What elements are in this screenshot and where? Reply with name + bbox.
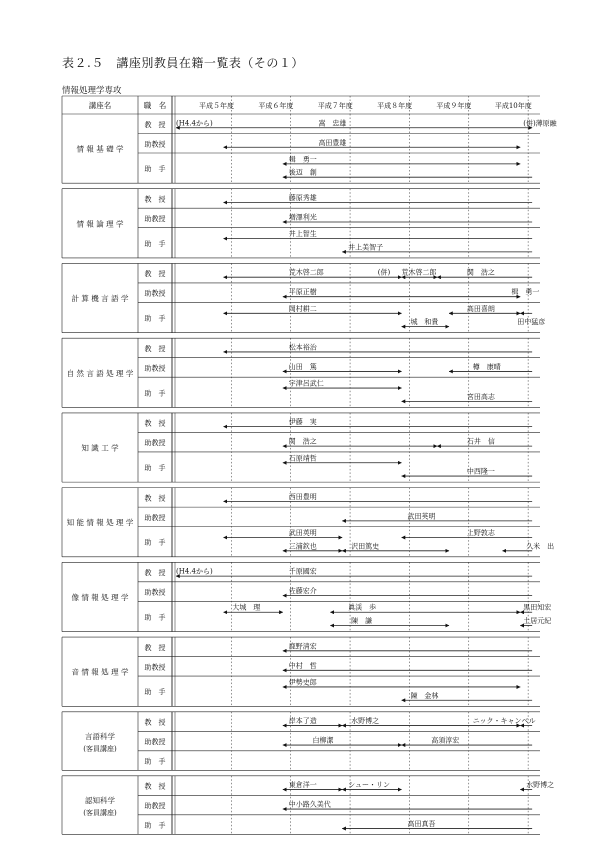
position-title: 助教授 bbox=[144, 663, 166, 672]
staff-name: 石井 信 bbox=[466, 437, 495, 446]
position-title: 教 授 bbox=[144, 782, 166, 791]
staff-name: 嵩 忠雄 bbox=[318, 119, 347, 128]
staff-name: 高田豊雄 bbox=[318, 138, 347, 147]
course-name-note: (客員講座) bbox=[83, 809, 117, 818]
staff-name: シュー・リン bbox=[348, 781, 391, 790]
header-year-label: 平成10年度 bbox=[494, 102, 532, 110]
staff-name: 久米 出 bbox=[526, 542, 555, 551]
header-year-label: 平成８年度 bbox=[377, 102, 413, 110]
staff-name: 平原正樹 bbox=[288, 288, 317, 297]
staff-name: 田中猛彦 bbox=[517, 318, 546, 327]
staff-name: 武田英明 bbox=[407, 512, 436, 521]
staff-name: 関 浩之 bbox=[288, 437, 317, 446]
staff-name: 佐藤宏介 bbox=[288, 587, 317, 596]
position-title: 助教授 bbox=[144, 364, 166, 373]
staff-name: 水野博之 bbox=[526, 781, 555, 790]
position-title: 助 手 bbox=[144, 165, 166, 174]
position-title: 助 手 bbox=[144, 464, 166, 473]
course-name: 音 情 報 処 理 学 bbox=[71, 667, 129, 677]
staff-name: 西田豊明 bbox=[288, 492, 317, 501]
staff-name: 中村 哲 bbox=[288, 661, 317, 670]
header-year-label: 平成９年度 bbox=[436, 102, 472, 110]
staff-name: (H4.4から) bbox=[176, 567, 213, 576]
position-title: 助教授 bbox=[144, 738, 166, 747]
staff-name: 山田 篤 bbox=[288, 362, 317, 371]
position-title: 教 授 bbox=[144, 643, 166, 652]
position-title: 助 手 bbox=[144, 239, 166, 248]
position-title: 教 授 bbox=[144, 344, 166, 353]
staff-name: 高須淳宏 bbox=[431, 736, 460, 745]
staff-name: 水野博之 bbox=[351, 717, 380, 726]
staff-name: 白柳潔 bbox=[312, 736, 334, 745]
staff-name: 中西隆一 bbox=[466, 467, 495, 476]
course-name-note: (客員講座) bbox=[83, 745, 117, 754]
staff-name: 岡村耕二 bbox=[288, 304, 317, 313]
staff-name: 荒木啓二郎 bbox=[401, 268, 437, 277]
staff-name: 高田真吾 bbox=[407, 820, 436, 829]
staff-name: 樽 康晴 bbox=[472, 362, 501, 371]
position-title: 助教授 bbox=[144, 802, 166, 811]
staff-name: 大城 理 bbox=[232, 603, 261, 612]
position-title: 助教授 bbox=[144, 513, 166, 522]
staff-name: 鹿野清宏 bbox=[288, 642, 317, 651]
staff-name: 伊勢史郎 bbox=[288, 678, 317, 687]
course-name: 像 情 報 処 理 学 bbox=[71, 592, 129, 602]
staff-name: 宮田高志 bbox=[466, 392, 495, 401]
position-title: 教 授 bbox=[144, 569, 166, 578]
position-title: 教 授 bbox=[144, 718, 166, 727]
header-year-label: 平成６年度 bbox=[258, 102, 294, 110]
position-title: 助 手 bbox=[144, 389, 166, 398]
position-title: 助 手 bbox=[144, 314, 166, 323]
staff-name: 伊藤 実 bbox=[288, 418, 317, 427]
position-title: 助 手 bbox=[144, 688, 166, 697]
staff-name: 千原國宏 bbox=[288, 567, 317, 576]
staff-name: 城 和貴 bbox=[410, 318, 439, 327]
course-name: 自 然 言 語 処 理 学 bbox=[66, 368, 134, 378]
staff-name: 藤原秀雄 bbox=[288, 193, 317, 202]
staff-name: 松本裕治 bbox=[288, 343, 317, 352]
header-course-label: 講座名 bbox=[88, 101, 112, 110]
position-title: 助 手 bbox=[144, 538, 166, 547]
staff-name: 土居元紀 bbox=[523, 617, 552, 626]
staff-name: 岸本了造 bbox=[288, 717, 317, 726]
course-name: 認知科学 bbox=[85, 796, 115, 806]
staff-name: 眞渓 歩 bbox=[348, 603, 377, 612]
position-title: 教 授 bbox=[144, 195, 166, 204]
staff-name: 武田英明 bbox=[288, 529, 317, 538]
position-title: 助教授 bbox=[144, 588, 166, 597]
staff-name: 陳 謙 bbox=[351, 617, 373, 626]
position-title: 教 授 bbox=[144, 494, 166, 503]
position-title: 教 授 bbox=[144, 120, 166, 129]
staff-name: 荒木啓二郎 bbox=[288, 268, 324, 277]
staff-name: 増澤利光 bbox=[288, 213, 317, 222]
position-title: 助 手 bbox=[144, 757, 166, 766]
course-name: 言語科学 bbox=[85, 732, 115, 742]
table-caption: 表２.５ 講座別教員在籍一覧表（その１） bbox=[62, 56, 304, 70]
staff-name: 三浦欽也 bbox=[288, 542, 317, 551]
staff-name: 上野敦志 bbox=[466, 529, 495, 538]
course-name: 情 報 論 理 学 bbox=[76, 219, 124, 229]
staff-name: (併) bbox=[377, 268, 391, 277]
staff-name: 中小路久美代 bbox=[288, 800, 331, 809]
staff-name: 井上智生 bbox=[288, 230, 317, 239]
position-title: 助 手 bbox=[144, 821, 166, 830]
course-name: 情 報 基 礎 学 bbox=[76, 144, 124, 154]
staff-name: (併)薄原融 bbox=[523, 119, 557, 128]
staff-name: 高田喜朗 bbox=[466, 304, 495, 313]
staff-name: 宇津呂武仁 bbox=[288, 379, 324, 388]
course-name: 計 算 機 言 語 学 bbox=[71, 294, 129, 304]
course-name: 知 識 工 学 bbox=[81, 443, 119, 453]
staff-name: (H4.4から) bbox=[176, 119, 213, 128]
header-position-label: 職 名 bbox=[143, 101, 167, 110]
position-title: 教 授 bbox=[144, 419, 166, 428]
position-title: 助 手 bbox=[144, 613, 166, 622]
staff-name: 石原靖哲 bbox=[288, 454, 317, 463]
position-title: 助教授 bbox=[144, 289, 166, 298]
header-year-label: 平成５年度 bbox=[199, 102, 235, 110]
staff-name: 楫 勇一 bbox=[288, 155, 317, 164]
staff-name: 後迈 創 bbox=[288, 168, 317, 177]
position-title: 助教授 bbox=[144, 214, 166, 223]
staff-name: 東倉洋一 bbox=[288, 781, 317, 790]
staff-name: 陳 金林 bbox=[410, 691, 439, 700]
header-year-label: 平成７年度 bbox=[317, 102, 353, 110]
position-title: 助教授 bbox=[144, 439, 166, 448]
staff-name: 沢田篤史 bbox=[351, 542, 380, 551]
position-title: 助教授 bbox=[144, 140, 166, 149]
staff-name: 黒田知宏 bbox=[523, 603, 552, 612]
staff-name: 楫 勇一 bbox=[511, 288, 540, 297]
staff-name: 関 浩之 bbox=[466, 268, 495, 277]
staff-name: 井上美智子 bbox=[348, 243, 384, 252]
staff-name: ニック・キャンベル bbox=[472, 717, 536, 726]
position-title: 教 授 bbox=[144, 270, 166, 279]
course-name: 知 能 情 報 処 理 学 bbox=[66, 518, 134, 528]
section-title: 情報処理学専攻 bbox=[62, 86, 122, 96]
